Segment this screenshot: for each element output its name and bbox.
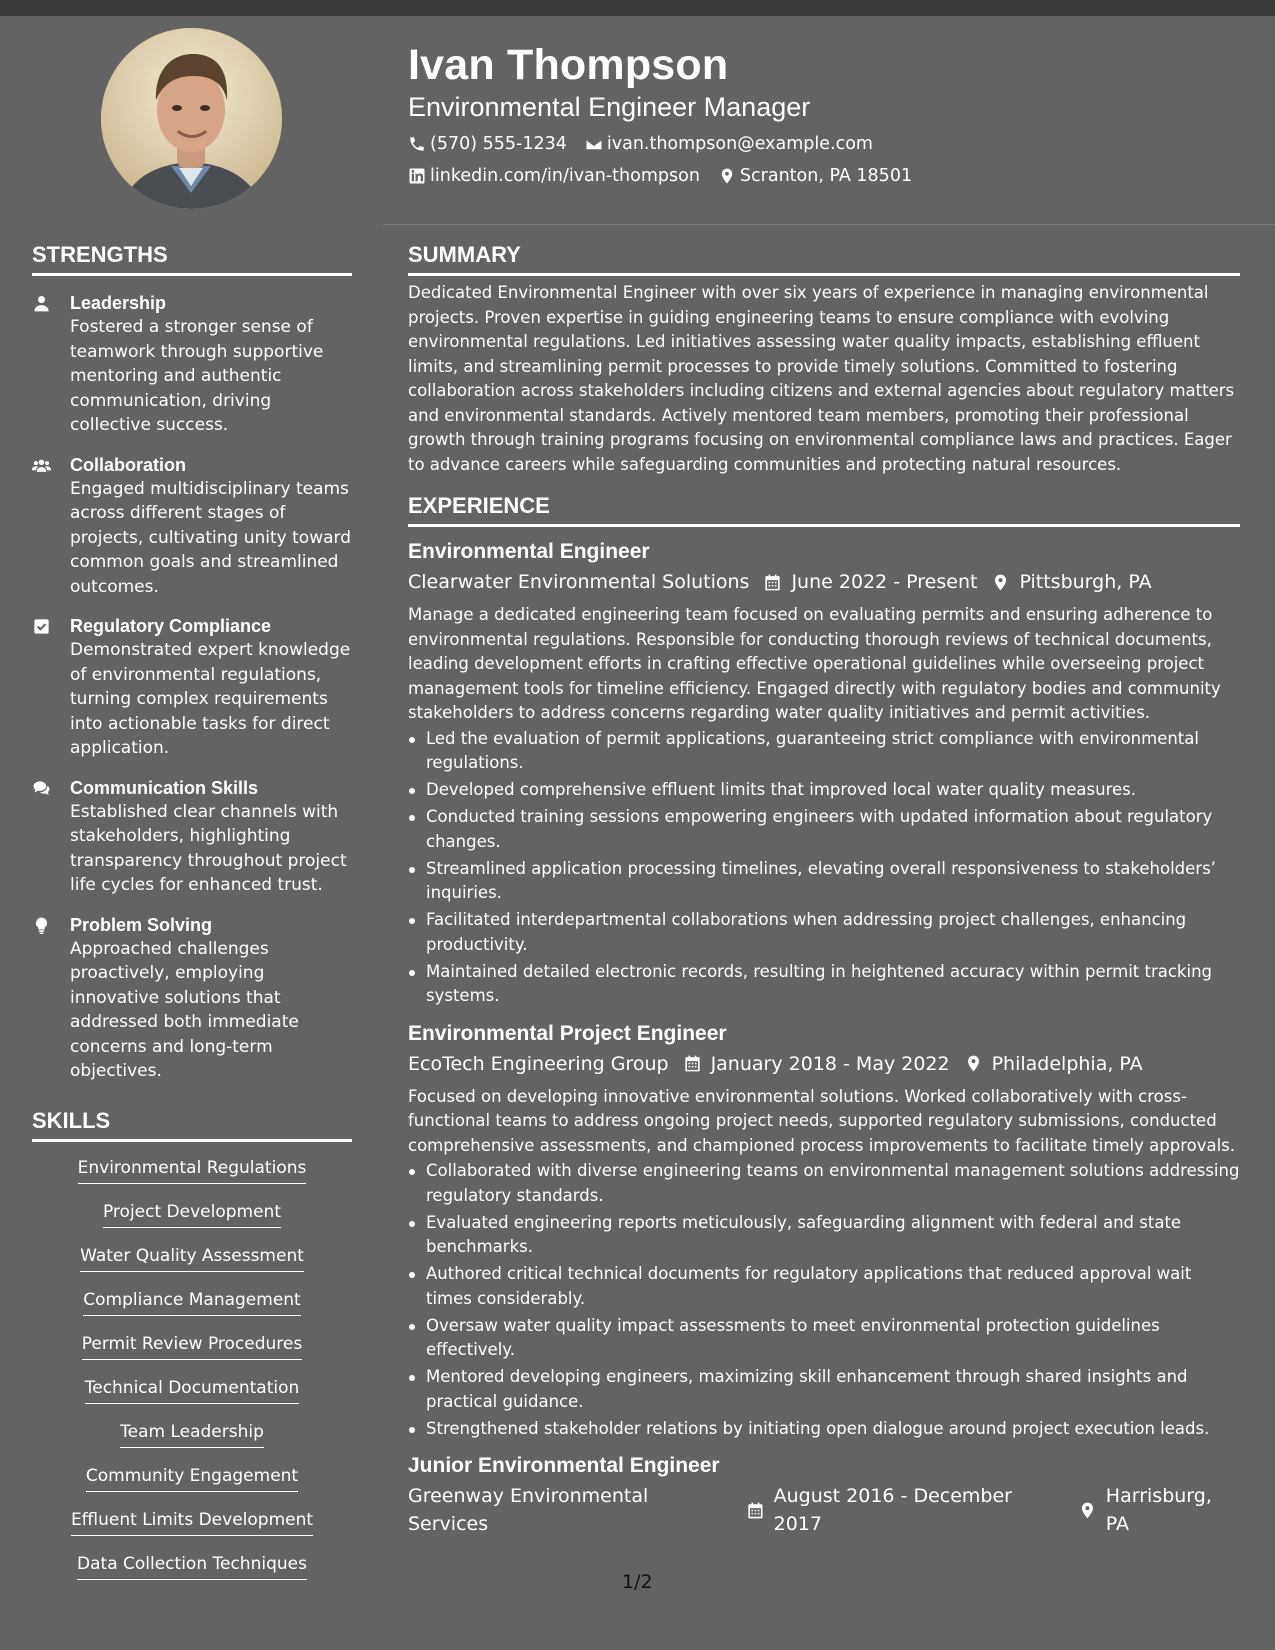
skill-item: Effluent Limits Development — [71, 1508, 313, 1536]
job-title: Environmental Engineer — [408, 540, 650, 563]
skills-rule — [32, 1139, 352, 1142]
job-bullet: Maintained detailed electronic records, resulting in heightened accuracy within permit tracking systems. — [408, 960, 1240, 1009]
calendar-icon — [683, 1054, 702, 1073]
job-bullet: Mentored developing engineers, maximizing skill enhancement through shared insights and practical guidance. — [408, 1365, 1240, 1414]
experience-heading: EXPERIENCE — [408, 493, 550, 518]
contact-row-2 — [408, 165, 1238, 187]
job-dates: August 2016 - December 2017 — [773, 1485, 1012, 1535]
skill-item: Environmental Regulations — [78, 1156, 307, 1184]
job-entry — [408, 1451, 1240, 1538]
strengths-heading: STRENGTHS — [32, 242, 168, 267]
contact-row-1 — [408, 133, 1238, 155]
summary-rule — [408, 273, 1240, 276]
job-bullet: Conducted training sessions empowering engineers with updated information about regulatory changes. — [408, 805, 1240, 854]
job-title: Environmental Project Engineer — [408, 1021, 727, 1045]
strength-title: Collaboration — [70, 454, 186, 475]
envelope-icon — [585, 135, 603, 153]
phone-icon — [408, 135, 426, 153]
lightbulb-icon — [32, 916, 51, 935]
skill-item: Team Leadership — [120, 1420, 264, 1448]
strength-desc: Demonstrated expert knowledge of environmental regulations, turning complex requirements into actionable tasks for direct application. — [70, 640, 351, 758]
strength-desc: Approached challenges proactively, employing innovative solutions that addressed both immediate concerns and long-term objectives. — [70, 938, 299, 1081]
job-bullet: Authored critical technical documents for regulatory applications that reduced approval wait times considerably. — [408, 1262, 1240, 1311]
resume-header — [408, 40, 1238, 187]
linkedin-icon — [408, 167, 426, 185]
strength-title: Leadership — [70, 293, 167, 313]
strength-item — [32, 453, 352, 600]
job-bullet: Developed comprehensive effluent limits that improved local water quality measures. — [408, 778, 1240, 803]
job-bullet: Led the evaluation of permit applications, guaranteeing strict compliance with environmental regulations. — [408, 727, 1240, 776]
header-divider — [383, 224, 1275, 225]
summary-text: Dedicated Environmental Engineer with over six years of experience in managing environmental projects. Proven expertise in guiding engineering teams to ensure compliance with evolving environmental regulations. Led initiatives assessing water quality impacts, establishing effluent limits, and streamlining permit processes to provide timely solutions. Committed to fostering collaboration across stakeholders including citizens and external agencies about regulatory matters and environmental standards. Actively mentored team members, promoting their professional growth through training programs focusing on environmental compliance laws and practices. Eager to advance careers while safeguarding communities and protecting natural resources. — [408, 283, 1235, 474]
strength-item — [32, 614, 352, 761]
profile-photo — [101, 28, 282, 209]
strength-title: Communication Skills — [70, 777, 259, 798]
job-location: Philadelphia, PA — [991, 1052, 1143, 1075]
job-meta — [408, 1482, 1240, 1538]
candidate-title: Environmental Engineer Manager — [408, 92, 811, 122]
job-bullet: Oversaw water quality impact assessments to meet environmental protection guidelines effectively. — [408, 1314, 1240, 1363]
job-title: Junior Environmental Engineer — [408, 1454, 720, 1477]
map-marker-icon — [991, 573, 1010, 592]
job-company: Clearwater Environmental Solutions — [408, 571, 750, 593]
contact-linkedin[interactable] — [408, 165, 700, 187]
job-dates: June 2022 - Present — [791, 571, 978, 593]
strengths-rule — [32, 273, 352, 276]
skill-item: Data Collection Techniques — [77, 1552, 307, 1580]
skill-item: Water Quality Assessment — [80, 1244, 304, 1272]
strength-item — [32, 776, 352, 898]
calendar-icon — [746, 1501, 765, 1520]
sidebar — [32, 240, 352, 1596]
job-company: Greenway Environmental Services — [408, 1485, 649, 1535]
map-marker-icon — [964, 1054, 983, 1073]
job-entry — [408, 537, 1240, 1009]
job-meta — [408, 1050, 1240, 1078]
skill-item: Compliance Management — [83, 1288, 300, 1316]
skill-item: Community Engagement — [86, 1464, 298, 1492]
job-bullets — [408, 1159, 1240, 1441]
contact-phone — [408, 133, 567, 155]
job-entry — [408, 1019, 1240, 1442]
linkedin-text: linkedin.com/in/ivan-thompson — [430, 166, 700, 186]
strength-desc: Established clear channels with stakeholders, highlighting transparency throughout project life cycles for enhanced trust. — [70, 801, 347, 895]
map-marker-icon — [1078, 1501, 1097, 1520]
job-company: EcoTech Engineering Group — [408, 1052, 669, 1075]
job-description: Focused on developing innovative environmental solutions. Worked collaboratively with cross-functional teams to address ongoing project needs, supported regulatory submissions, conducted comprehensive assessments, and championed process improvements to facilitate timely approvals. — [408, 1086, 1236, 1155]
phone-text: (570) 555-1234 — [430, 134, 567, 154]
comments-icon — [32, 779, 51, 798]
skills-list — [32, 1156, 352, 1596]
job-bullets — [408, 727, 1240, 1009]
main-column — [408, 240, 1240, 1538]
strength-desc: Fostered a stronger sense of teamwork through supportive mentoring and authentic communication, driving collective success. — [70, 317, 324, 435]
strength-title: Regulatory Compliance — [70, 616, 272, 636]
skill-item: Permit Review Procedures — [82, 1332, 302, 1360]
job-location: Pittsburgh, PA — [1019, 571, 1152, 593]
job-location: Harrisburg, PA — [1105, 1485, 1212, 1535]
strength-item — [32, 291, 352, 438]
portrait-image — [101, 28, 282, 209]
summary-heading: SUMMARY — [408, 242, 521, 267]
job-meta — [408, 568, 1240, 596]
job-description: Manage a dedicated engineering team focused on evaluating permits and ensuring adherence to environmental regulations. Responsible for conducting thorough reviews of technical documents, leading development efforts in crafting effective operational guidelines while overseeing project management tools for timeline efficiency. Engaged directly with regulatory bodies and community stakeholders to address concerns regarding water quality initiatives and permit activities. — [408, 605, 1221, 722]
user-icon — [32, 294, 51, 313]
top-bar — [0, 0, 1275, 16]
skills-heading: SKILLS — [32, 1107, 111, 1133]
location-text: Scranton, PA 18501 — [739, 166, 913, 186]
job-dates: January 2018 - May 2022 — [710, 1052, 950, 1075]
contact-email[interactable] — [585, 133, 873, 155]
job-bullet: Streamlined application processing timelines, elevating overall responsiveness to stakeholders’ inquiries. — [408, 857, 1240, 906]
check-square-icon — [32, 617, 51, 636]
strength-desc: Engaged multidisciplinary teams across different stages of projects, cultivating unity toward common goals and streamlined outcomes. — [70, 478, 352, 597]
candidate-name: Ivan Thompson — [408, 41, 729, 89]
job-bullet: Collaborated with diverse engineering teams on environmental management solutions addressing regulatory standards. — [408, 1159, 1240, 1208]
skill-item: Project Development — [103, 1200, 281, 1228]
job-bullet: Strengthened stakeholder relations by initiating open dialogue around project execution leads. — [408, 1417, 1240, 1442]
skill-item: Technical Documentation — [85, 1376, 300, 1404]
strength-title: Problem Solving — [70, 914, 213, 935]
strength-item — [32, 913, 352, 1084]
job-bullet: Facilitated interdepartmental collaborations when addressing project challenges, enhancing productivity. — [408, 908, 1240, 957]
email-text: ivan.thompson@example.com — [606, 134, 873, 154]
users-icon — [32, 456, 51, 475]
calendar-icon — [763, 573, 782, 592]
page-number: 1/2 — [622, 1571, 653, 1593]
map-marker-icon — [718, 167, 736, 185]
experience-rule — [408, 524, 1240, 527]
contact-location — [718, 165, 912, 187]
job-bullet: Evaluated engineering reports meticulously, safeguarding alignment with federal and state benchmarks. — [408, 1211, 1240, 1260]
